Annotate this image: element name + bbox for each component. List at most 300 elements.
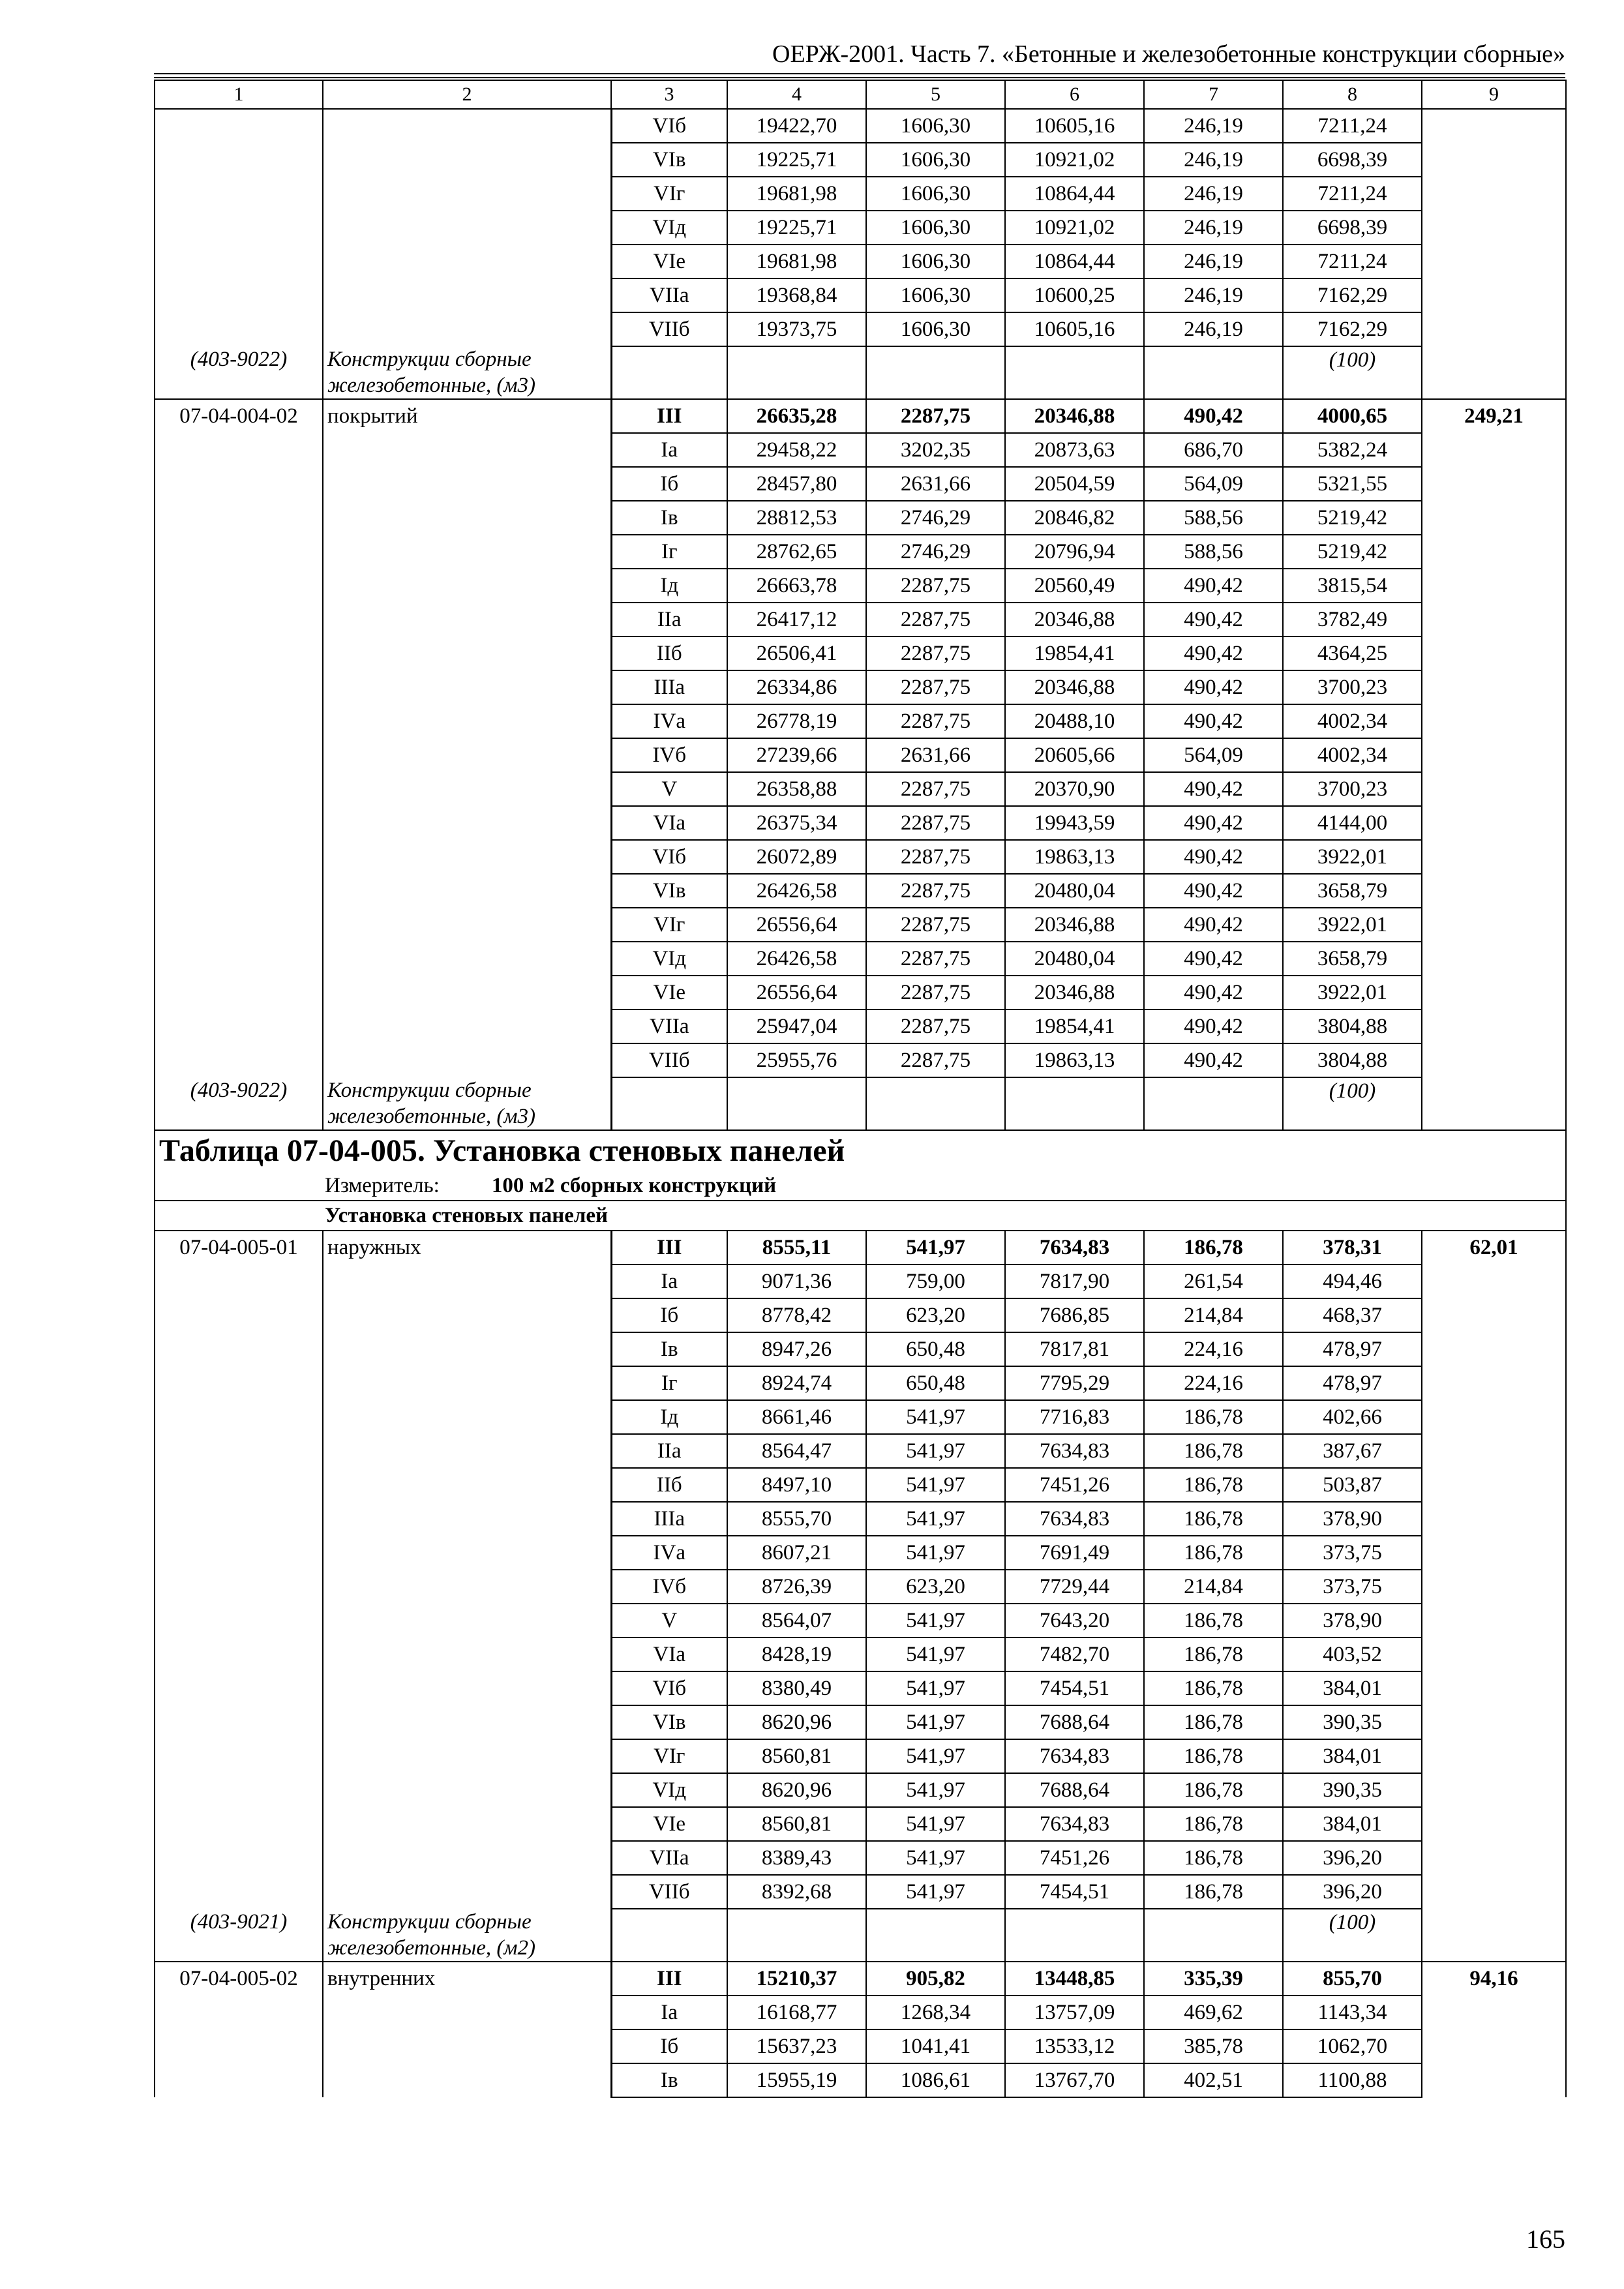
value-col-8: 1143,34 xyxy=(1283,1996,1422,2029)
material-quantity: (100) xyxy=(1283,346,1422,399)
value-col-7: 186,78 xyxy=(1144,1773,1283,1807)
value-col-6: 10605,16 xyxy=(1005,312,1144,346)
value-col-5: 2287,75 xyxy=(866,840,1005,874)
value-col-7: 246,19 xyxy=(1144,312,1283,346)
zone-code: V xyxy=(611,772,727,806)
value-col-8: 390,35 xyxy=(1283,1705,1422,1739)
table-row xyxy=(155,1962,1566,1996)
material-description: Конструкции сборные железобетонные, (м3) xyxy=(323,1077,611,1130)
value-col-6: 19854,41 xyxy=(1005,636,1144,670)
value-col-7: 224,16 xyxy=(1144,1332,1283,1366)
value-col-7: 490,42 xyxy=(1144,670,1283,704)
value-col-6: 7643,20 xyxy=(1005,1604,1144,1638)
value-col-5: 759,00 xyxy=(866,1264,1005,1298)
value-col-5: 1606,30 xyxy=(866,211,1005,245)
value-col-7: 588,56 xyxy=(1144,501,1283,535)
value-col-8: 403,52 xyxy=(1283,1638,1422,1671)
value-col-4: 8924,74 xyxy=(727,1366,866,1400)
value-col-8: 7162,29 xyxy=(1283,312,1422,346)
value-col-5: 623,20 xyxy=(866,1298,1005,1332)
value-col-6: 10600,25 xyxy=(1005,278,1144,312)
value-col-4: 28812,53 xyxy=(727,501,866,535)
value-col-6: 13533,12 xyxy=(1005,2029,1144,2063)
value-col-4: 8947,26 xyxy=(727,1332,866,1366)
value-col-7: 186,78 xyxy=(1144,1705,1283,1739)
value-col-6: 7634,83 xyxy=(1005,1231,1144,1264)
empty-cell xyxy=(1144,346,1283,399)
empty-cell xyxy=(1005,1077,1144,1130)
value-col-6: 13757,09 xyxy=(1005,1996,1144,2029)
empty-cell xyxy=(727,1909,866,1962)
zone-code: IVб xyxy=(611,738,727,772)
value-col-6: 20346,88 xyxy=(1005,399,1144,433)
value-col-6: 19863,13 xyxy=(1005,840,1144,874)
material-description: Конструкции сборные железобетонные, (м3) xyxy=(323,346,611,399)
value-col-4: 26358,88 xyxy=(727,772,866,806)
value-col-8: 7211,24 xyxy=(1283,177,1422,211)
value-col-5: 2287,75 xyxy=(866,1043,1005,1077)
value-col-8: 5219,42 xyxy=(1283,501,1422,535)
value-col-6: 7686,85 xyxy=(1005,1298,1144,1332)
zone-code: IIIа xyxy=(611,670,727,704)
value-col-5: 541,97 xyxy=(866,1773,1005,1807)
value-col-8: 3658,79 xyxy=(1283,942,1422,976)
material-note-row xyxy=(155,346,1566,399)
zone-code: III xyxy=(611,399,727,433)
value-col-6: 20504,59 xyxy=(1005,467,1144,501)
work-description: внутренних xyxy=(323,1962,611,2097)
value-col-7: 490,42 xyxy=(1144,874,1283,908)
value-col-5: 2287,75 xyxy=(866,874,1005,908)
value-col-5: 3202,35 xyxy=(866,433,1005,467)
value-col-8: 3804,88 xyxy=(1283,1010,1422,1043)
value-col-6: 20346,88 xyxy=(1005,603,1144,636)
value-col-6: 10864,44 xyxy=(1005,245,1144,278)
value-col-7: 564,09 xyxy=(1144,467,1283,501)
value-col-7: 686,70 xyxy=(1144,433,1283,467)
value-col-4: 29458,22 xyxy=(727,433,866,467)
value-col-7: 490,42 xyxy=(1144,772,1283,806)
value-col-4: 26556,64 xyxy=(727,908,866,942)
value-col-6: 7691,49 xyxy=(1005,1536,1144,1570)
value-col-8: 3815,54 xyxy=(1283,569,1422,603)
value-col-4: 8564,47 xyxy=(727,1434,866,1468)
value-col-7: 490,42 xyxy=(1144,976,1283,1010)
value-col-6: 7634,83 xyxy=(1005,1739,1144,1773)
work-description xyxy=(323,109,611,346)
material-code: (403-9022) xyxy=(155,346,323,399)
value-col-5: 541,97 xyxy=(866,1468,1005,1502)
value-col-5: 541,97 xyxy=(866,1231,1005,1264)
value-col-7: 490,42 xyxy=(1144,704,1283,738)
material-code: (403-9021) xyxy=(155,1909,323,1962)
value-col-5: 1606,30 xyxy=(866,312,1005,346)
value-col-4: 15637,23 xyxy=(727,2029,866,2063)
value-col-4: 28762,65 xyxy=(727,535,866,569)
value-col-8: 7211,24 xyxy=(1283,245,1422,278)
value-col-5: 2746,29 xyxy=(866,501,1005,535)
value-col-4: 19681,98 xyxy=(727,245,866,278)
value-col-4: 8661,46 xyxy=(727,1400,866,1434)
value-col-8: 1100,88 xyxy=(1283,2063,1422,2097)
value-col-8: 3922,01 xyxy=(1283,840,1422,874)
empty-cell xyxy=(727,346,866,399)
page-header: ОЕРЖ-2001. Часть 7. «Бетонные и железобетонные конструкции сборные» xyxy=(772,40,1565,68)
value-col-8: 5321,55 xyxy=(1283,467,1422,501)
value-col-5: 2287,75 xyxy=(866,806,1005,840)
value-col-6: 20873,63 xyxy=(1005,433,1144,467)
zone-code: VIIб xyxy=(611,312,727,346)
empty-cell xyxy=(1422,1909,1566,1962)
value-col-5: 650,48 xyxy=(866,1366,1005,1400)
value-col-6: 7795,29 xyxy=(1005,1366,1144,1400)
value-col-6: 7817,81 xyxy=(1005,1332,1144,1366)
zone-code: VIб xyxy=(611,1671,727,1705)
table-row xyxy=(155,399,1566,433)
zone-code: Iд xyxy=(611,569,727,603)
empty-cell xyxy=(1422,1077,1566,1130)
zone-code: IVб xyxy=(611,1570,727,1604)
zone-code: Iв xyxy=(611,501,727,535)
zone-code: IIа xyxy=(611,603,727,636)
value-col-8: 378,31 xyxy=(1283,1231,1422,1264)
value-col-5: 2287,75 xyxy=(866,399,1005,433)
value-col-7: 490,42 xyxy=(1144,569,1283,603)
zone-code: IIIа xyxy=(611,1502,727,1536)
value-col-5: 2287,75 xyxy=(866,670,1005,704)
value-col-5: 541,97 xyxy=(866,1671,1005,1705)
material-description: Конструкции сборные железобетонные, (м2) xyxy=(323,1909,611,1962)
value-col-4: 26778,19 xyxy=(727,704,866,738)
value-col-6: 7634,83 xyxy=(1005,1502,1144,1536)
value-col-5: 2287,75 xyxy=(866,976,1005,1010)
labor-cost: 62,01 xyxy=(1422,1231,1566,1909)
zone-code: IVа xyxy=(611,1536,727,1570)
value-col-5: 541,97 xyxy=(866,1875,1005,1909)
value-col-6: 13448,85 xyxy=(1005,1962,1144,1996)
empty-cell xyxy=(611,1909,727,1962)
zone-code: VIг xyxy=(611,1739,727,1773)
value-col-7: 490,42 xyxy=(1144,840,1283,874)
value-col-7: 246,19 xyxy=(1144,211,1283,245)
empty-cell xyxy=(1144,1077,1283,1130)
value-col-4: 26506,41 xyxy=(727,636,866,670)
value-col-5: 541,97 xyxy=(866,1841,1005,1875)
value-col-7: 186,78 xyxy=(1144,1536,1283,1570)
value-col-6: 19854,41 xyxy=(1005,1010,1144,1043)
value-col-4: 28457,80 xyxy=(727,467,866,501)
value-col-4: 8428,19 xyxy=(727,1638,866,1671)
value-col-4: 8555,11 xyxy=(727,1231,866,1264)
page-number: 165 xyxy=(1526,2224,1565,2254)
zone-code: VIе xyxy=(611,976,727,1010)
value-col-8: 3700,23 xyxy=(1283,670,1422,704)
value-col-5: 541,97 xyxy=(866,1400,1005,1434)
value-col-4: 26334,86 xyxy=(727,670,866,704)
value-col-8: 4364,25 xyxy=(1283,636,1422,670)
value-col-5: 2631,66 xyxy=(866,467,1005,501)
value-col-6: 10921,02 xyxy=(1005,211,1144,245)
value-col-8: 468,37 xyxy=(1283,1298,1422,1332)
work-description: покрытий xyxy=(323,399,611,1077)
value-col-7: 186,78 xyxy=(1144,1502,1283,1536)
value-col-6: 7688,64 xyxy=(1005,1773,1144,1807)
value-col-6: 7454,51 xyxy=(1005,1671,1144,1705)
value-col-4: 26417,12 xyxy=(727,603,866,636)
zone-code: VIа xyxy=(611,1638,727,1671)
value-col-8: 3922,01 xyxy=(1283,976,1422,1010)
value-col-7: 186,78 xyxy=(1144,1434,1283,1468)
value-col-6: 10921,02 xyxy=(1005,143,1144,177)
value-col-8: 3922,01 xyxy=(1283,908,1422,942)
value-col-6: 7817,90 xyxy=(1005,1264,1144,1298)
empty-cell xyxy=(866,1909,1005,1962)
empty-cell xyxy=(727,1077,866,1130)
value-col-4: 26426,58 xyxy=(727,942,866,976)
value-col-6: 20560,49 xyxy=(1005,569,1144,603)
value-col-6: 7482,70 xyxy=(1005,1638,1144,1671)
value-col-8: 396,20 xyxy=(1283,1875,1422,1909)
value-col-6: 20605,66 xyxy=(1005,738,1144,772)
zone-code: VIе xyxy=(611,245,727,278)
value-col-7: 490,42 xyxy=(1144,399,1283,433)
value-col-7: 186,78 xyxy=(1144,1841,1283,1875)
value-col-7: 186,78 xyxy=(1144,1400,1283,1434)
value-col-8: 3804,88 xyxy=(1283,1043,1422,1077)
value-col-7: 224,16 xyxy=(1144,1366,1283,1400)
value-col-5: 1606,30 xyxy=(866,278,1005,312)
value-col-8: 378,90 xyxy=(1283,1604,1422,1638)
value-col-8: 373,75 xyxy=(1283,1536,1422,1570)
zone-code: Iб xyxy=(611,2029,727,2063)
value-col-5: 541,97 xyxy=(866,1434,1005,1468)
value-col-5: 1268,34 xyxy=(866,1996,1005,2029)
value-col-8: 378,90 xyxy=(1283,1502,1422,1536)
value-col-6: 7688,64 xyxy=(1005,1705,1144,1739)
value-col-4: 25947,04 xyxy=(727,1010,866,1043)
value-col-4: 8726,39 xyxy=(727,1570,866,1604)
empty-cell xyxy=(866,1077,1005,1130)
value-col-6: 10864,44 xyxy=(1005,177,1144,211)
value-col-5: 2287,75 xyxy=(866,603,1005,636)
value-col-7: 186,78 xyxy=(1144,1807,1283,1841)
value-col-4: 19225,71 xyxy=(727,143,866,177)
zone-code: VIв xyxy=(611,1705,727,1739)
value-col-7: 564,09 xyxy=(1144,738,1283,772)
value-col-5: 2287,75 xyxy=(866,704,1005,738)
value-col-8: 3782,49 xyxy=(1283,603,1422,636)
material-quantity: (100) xyxy=(1283,1909,1422,1962)
value-col-6: 7451,26 xyxy=(1005,1841,1144,1875)
value-col-5: 2287,75 xyxy=(866,1010,1005,1043)
value-col-7: 246,19 xyxy=(1144,245,1283,278)
value-col-4: 26663,78 xyxy=(727,569,866,603)
value-col-7: 186,78 xyxy=(1144,1231,1283,1264)
value-col-4: 19681,98 xyxy=(727,177,866,211)
value-col-5: 623,20 xyxy=(866,1570,1005,1604)
value-col-8: 384,01 xyxy=(1283,1671,1422,1705)
value-col-8: 7162,29 xyxy=(1283,278,1422,312)
empty-cell xyxy=(1144,1909,1283,1962)
value-col-5: 541,97 xyxy=(866,1536,1005,1570)
value-col-8: 384,01 xyxy=(1283,1807,1422,1841)
value-col-5: 2287,75 xyxy=(866,942,1005,976)
value-col-6: 20796,94 xyxy=(1005,535,1144,569)
labor-cost: 249,21 xyxy=(1422,399,1566,1077)
value-col-7: 186,78 xyxy=(1144,1875,1283,1909)
value-col-8: 396,20 xyxy=(1283,1841,1422,1875)
value-col-7: 246,19 xyxy=(1144,143,1283,177)
empty-cell xyxy=(611,346,727,399)
value-col-8: 5382,24 xyxy=(1283,433,1422,467)
table-row xyxy=(155,109,1566,143)
value-col-8: 478,97 xyxy=(1283,1366,1422,1400)
section-header-row xyxy=(155,1201,1566,1231)
value-col-8: 4144,00 xyxy=(1283,806,1422,840)
value-col-6: 7729,44 xyxy=(1005,1570,1144,1604)
value-col-4: 26426,58 xyxy=(727,874,866,908)
value-col-6: 13767,70 xyxy=(1005,2063,1144,2097)
value-col-6: 20488,10 xyxy=(1005,704,1144,738)
value-col-4: 26556,64 xyxy=(727,976,866,1010)
zone-code: Iд xyxy=(611,1400,727,1434)
value-col-6: 7634,83 xyxy=(1005,1807,1144,1841)
value-col-8: 1062,70 xyxy=(1283,2029,1422,2063)
header-rule xyxy=(154,73,1565,74)
zone-code: Iг xyxy=(611,1366,727,1400)
value-col-5: 541,97 xyxy=(866,1807,1005,1841)
value-col-6: 20480,04 xyxy=(1005,874,1144,908)
rate-code xyxy=(155,109,323,346)
value-col-8: 387,67 xyxy=(1283,1434,1422,1468)
value-col-5: 541,97 xyxy=(866,1604,1005,1638)
price-table xyxy=(154,80,1567,2098)
value-col-5: 650,48 xyxy=(866,1332,1005,1366)
value-col-7: 490,42 xyxy=(1144,603,1283,636)
value-col-8: 390,35 xyxy=(1283,1773,1422,1807)
value-col-7: 385,78 xyxy=(1144,2029,1283,2063)
column-number-row: 1 2 3 4 5 6 7 8 9 xyxy=(155,80,1566,109)
zone-code: Iа xyxy=(611,1996,727,2029)
zone-code: VIIб xyxy=(611,1875,727,1909)
measure xyxy=(155,1171,1566,1201)
labor-cost: 94,16 xyxy=(1422,1962,1566,2097)
zone-code: VIг xyxy=(611,908,727,942)
zone-code: Iв xyxy=(611,1332,727,1366)
value-col-8: 402,66 xyxy=(1283,1400,1422,1434)
value-col-7: 490,42 xyxy=(1144,942,1283,976)
zone-code: IIб xyxy=(611,636,727,670)
value-col-5: 1606,30 xyxy=(866,143,1005,177)
value-col-7: 186,78 xyxy=(1144,1638,1283,1671)
value-col-5: 1041,41 xyxy=(866,2029,1005,2063)
zone-code: III xyxy=(611,1231,727,1264)
value-col-6: 7634,83 xyxy=(1005,1434,1144,1468)
value-col-6: 7716,83 xyxy=(1005,1400,1144,1434)
value-col-5: 541,97 xyxy=(866,1638,1005,1671)
rate-code: 07-04-004-02 xyxy=(155,399,323,1077)
empty-cell xyxy=(1005,346,1144,399)
value-col-8: 5219,42 xyxy=(1283,535,1422,569)
value-col-4: 9071,36 xyxy=(727,1264,866,1298)
value-col-7: 186,78 xyxy=(1144,1739,1283,1773)
zone-code: VIв xyxy=(611,143,727,177)
zone-code: V xyxy=(611,1604,727,1638)
value-col-7: 402,51 xyxy=(1144,2063,1283,2097)
measure-label: Измеритель: xyxy=(325,1174,440,1197)
value-col-5: 2287,75 xyxy=(866,569,1005,603)
rate-code: 07-04-005-01 xyxy=(155,1231,323,1909)
zone-code: VIIа xyxy=(611,1010,727,1043)
value-col-6: 7451,26 xyxy=(1005,1468,1144,1502)
value-col-4: 26635,28 xyxy=(727,399,866,433)
empty-cell xyxy=(611,1077,727,1130)
zone-code: VIIа xyxy=(611,278,727,312)
value-col-5: 2631,66 xyxy=(866,738,1005,772)
value-col-4: 15210,37 xyxy=(727,1962,866,1996)
value-col-8: 503,87 xyxy=(1283,1468,1422,1502)
value-col-8: 4002,34 xyxy=(1283,704,1422,738)
value-col-4: 8620,96 xyxy=(727,1773,866,1807)
value-col-8: 478,97 xyxy=(1283,1332,1422,1366)
value-col-5: 1606,30 xyxy=(866,177,1005,211)
empty-cell xyxy=(1005,1909,1144,1962)
value-col-4: 8555,70 xyxy=(727,1502,866,1536)
value-col-4: 27239,66 xyxy=(727,738,866,772)
value-col-5: 2287,75 xyxy=(866,908,1005,942)
value-col-7: 335,39 xyxy=(1144,1962,1283,1996)
value-col-8: 7211,24 xyxy=(1283,109,1422,143)
value-col-7: 588,56 xyxy=(1144,535,1283,569)
value-col-8: 373,75 xyxy=(1283,1570,1422,1604)
value-col-7: 469,62 xyxy=(1144,1996,1283,2029)
value-col-7: 490,42 xyxy=(1144,1043,1283,1077)
value-col-5: 2287,75 xyxy=(866,636,1005,670)
value-col-7: 214,84 xyxy=(1144,1298,1283,1332)
zone-code: Iб xyxy=(611,467,727,501)
value-col-4: 26375,34 xyxy=(727,806,866,840)
value-col-5: 2287,75 xyxy=(866,772,1005,806)
work-description: наружных xyxy=(323,1231,611,1909)
value-col-5: 541,97 xyxy=(866,1502,1005,1536)
zone-code: Iв xyxy=(611,2063,727,2097)
value-col-8: 4000,65 xyxy=(1283,399,1422,433)
value-col-5: 2746,29 xyxy=(866,535,1005,569)
value-col-5: 905,82 xyxy=(866,1962,1005,1996)
zone-code: VIд xyxy=(611,211,727,245)
value-col-4: 8564,07 xyxy=(727,1604,866,1638)
section-title: Установка стеновых панелей xyxy=(155,1201,1566,1231)
value-col-4: 8778,42 xyxy=(727,1298,866,1332)
value-col-5: 541,97 xyxy=(866,1705,1005,1739)
empty-cell xyxy=(866,346,1005,399)
value-col-6: 20370,90 xyxy=(1005,772,1144,806)
zone-code: Iб xyxy=(611,1298,727,1332)
material-note-row xyxy=(155,1077,1566,1130)
rate-code: 07-04-005-02 xyxy=(155,1962,323,2097)
value-col-4: 25955,76 xyxy=(727,1043,866,1077)
zone-code: VIб xyxy=(611,840,727,874)
value-col-7: 246,19 xyxy=(1144,177,1283,211)
value-col-6: 20346,88 xyxy=(1005,670,1144,704)
value-col-6: 20846,82 xyxy=(1005,501,1144,535)
value-col-7: 490,42 xyxy=(1144,806,1283,840)
value-col-5: 1606,30 xyxy=(866,245,1005,278)
value-col-4: 8380,49 xyxy=(727,1671,866,1705)
value-col-6: 20480,04 xyxy=(1005,942,1144,976)
value-col-8: 494,46 xyxy=(1283,1264,1422,1298)
measure-row xyxy=(155,1171,1566,1201)
